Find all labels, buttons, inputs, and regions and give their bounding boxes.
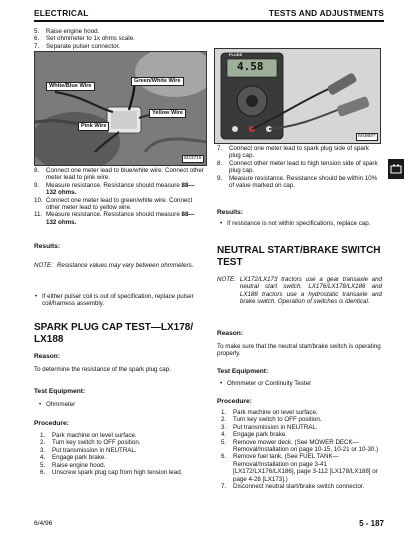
right-steps <box>217 145 382 189</box>
step-value: 88—132 ohms. <box>46 181 195 197</box>
step-number: 7. <box>34 42 40 50</box>
meter-brand: FLUKE <box>229 52 243 57</box>
header-rule <box>34 20 384 22</box>
step-number: 6. <box>40 469 46 477</box>
right-reason-label: Reason: <box>217 330 244 337</box>
step-text: Turn key switch to OFF position. <box>52 439 141 447</box>
bullet-text: • If either pulser coil is out of specification, replace pulser coil/harness assembly. <box>34 293 202 308</box>
step-number: 1. <box>221 409 227 416</box>
step-item <box>40 469 205 476</box>
step-text: Measure resistance. Resistance should be within 10% of value marked on cap. <box>229 174 378 190</box>
right-test-equipment-label: Test Equipment: <box>217 368 269 375</box>
footer-date: 6/4/96 <box>34 520 53 527</box>
left-steps-2 <box>34 167 204 226</box>
step-item <box>221 416 383 423</box>
right-equipment-list <box>219 380 379 387</box>
bullet-1 <box>34 293 202 308</box>
multimeter-photo <box>214 48 381 144</box>
test-equipment-label: Test Equipment: <box>34 388 86 395</box>
step-item <box>34 35 204 42</box>
step-text: Connect one meter lead to blue/white wire. Connect other meter lead to pink wire. <box>46 167 204 182</box>
step-number: 6. <box>221 453 227 461</box>
step-text: Connect one meter lead to green/white wire. Connect other meter lead to yellow wire. <box>46 196 193 212</box>
procedure-label: Procedure: <box>34 420 69 427</box>
step-text: Unscrew spark plug cap from high tension lead. <box>52 469 183 477</box>
right-procedure-list <box>221 409 383 490</box>
pulser-connector-photo <box>34 51 207 166</box>
right-procedure-label: Procedure: <box>217 398 252 405</box>
note-text: Resistance values may vary between ohmmeters. <box>56 262 194 269</box>
reason-label: Reason: <box>34 353 61 360</box>
right-reason-text: To make sure that the neutral start/brake switch is operating properly. <box>217 343 381 358</box>
callout-yellow-wire: Yellow Wire <box>149 109 186 118</box>
right-bullet-1 <box>219 220 381 227</box>
step-text: Engage park brake. <box>233 431 288 439</box>
step-text: Disconnect neutral start/brake switch connector. <box>233 483 365 491</box>
step-item <box>221 431 383 438</box>
step-text: Connect one meter lead to spark plug side of spark plug cap. <box>229 145 369 160</box>
step-item <box>34 211 204 226</box>
left-top-steps <box>34 28 204 50</box>
step-number: 5. <box>40 461 46 469</box>
step-number: 4. <box>221 431 227 439</box>
step-item <box>34 182 204 197</box>
step-text: Raise engine hood. <box>46 28 100 35</box>
step-text: Separate pulser connector. <box>46 42 120 50</box>
step-item <box>34 197 204 212</box>
step-text: Set ohmmeter to 1x ohms scale. <box>46 35 135 43</box>
step-item <box>40 462 205 469</box>
callout-green-white-wire: Green/White Wire <box>131 77 184 86</box>
step-number: 3. <box>40 446 46 454</box>
step-item <box>34 43 204 50</box>
right-results-label: Results: <box>217 209 244 216</box>
step-number: 8. <box>217 159 223 167</box>
section-title-spark-plug: SPARK PLUG CAP TEST—LX178/ LX188 <box>34 322 194 345</box>
figure-id: M49697 <box>356 133 378 141</box>
step-text: Remove mower deck. (See MOWER DECK—Removal/Installation on page 10-15, 10-21 or 10-30.) <box>233 438 379 454</box>
step-number: 5. <box>34 28 40 35</box>
step-item <box>217 160 382 175</box>
step-item <box>40 439 205 446</box>
step-text: Turn key switch to OFF position. <box>233 416 322 424</box>
step-number: 9. <box>34 181 40 189</box>
step-item <box>221 453 383 483</box>
step-number: 4. <box>40 454 46 462</box>
step-number: 6. <box>34 35 40 43</box>
step-item <box>217 175 382 190</box>
note-text: LX172/LX173 tractors use a gear transaxle and neutral start switch. LX176/LX178/LX186 and LX188 tractors use a hydrostatic transaxle and brake switch. Operation of switches is identical. <box>239 276 382 306</box>
meter-display: 4.58 <box>237 60 264 73</box>
reason-text: To determine the resistance of the spark plug cap. <box>34 366 171 373</box>
step-item <box>221 439 383 454</box>
note-prefix: NOTE: <box>34 262 53 269</box>
note-2 <box>217 276 382 306</box>
step-item <box>221 409 383 416</box>
figure-id: M43715 <box>182 155 204 163</box>
step-number: 7. <box>217 145 223 152</box>
section-title-neutral-start: NEUTRAL START/BRAKE SWITCH TEST <box>217 245 381 268</box>
equipment-item: • Ohmmeter <box>38 401 198 408</box>
step-number: 9. <box>217 174 223 182</box>
step-item <box>34 28 204 35</box>
note-prefix: NOTE: <box>217 276 236 283</box>
step-text: Put transmission in NEUTRAL. <box>233 423 318 431</box>
step-item <box>40 447 205 454</box>
step-text: Park machine on level surface. <box>233 409 318 416</box>
step-text: Raise engine hood. <box>52 461 106 469</box>
footer-page-number: 5 - 187 <box>359 519 384 528</box>
step-text: Connect other meter lead to high tension side of spark plug cap. <box>229 159 378 175</box>
right-equipment-item: • Ohmmeter or Continuity Tester <box>219 380 379 387</box>
procedure-list <box>40 432 205 476</box>
step-number: 11. <box>34 211 43 219</box>
step-item <box>40 454 205 461</box>
results-label: Results: <box>34 243 61 250</box>
step-number: 2. <box>40 439 46 447</box>
step-value: 88—132 ohms. <box>46 211 195 226</box>
step-number: 5. <box>221 438 227 446</box>
battery-icon <box>388 159 404 179</box>
section-tab <box>388 159 404 179</box>
step-number: 1. <box>40 432 46 439</box>
step-text: Remove fuel tank. (See FUEL TANK—Removal/Installation on page 3-41 [LX172/LX176/LX186], page 3-112 [LX178/LX188] or page 4-28 [LX173].) <box>233 453 378 483</box>
equipment-list <box>38 401 198 408</box>
step-item <box>40 432 205 439</box>
step-text: Put transmission in NEUTRAL. <box>52 446 137 454</box>
step-number: 2. <box>221 416 227 424</box>
header-right: TESTS AND ADJUSTMENTS <box>268 8 384 18</box>
step-text: Measure resistance. Resistance should measure <box>46 181 182 189</box>
step-number: 10. <box>34 196 43 204</box>
step-item <box>217 145 382 160</box>
right-bullet-text: • If resistance is not within specifications, replace cap. <box>219 220 381 227</box>
step-number: 3. <box>221 423 227 431</box>
step-number: 7. <box>221 483 227 491</box>
step-item <box>34 167 204 182</box>
callout-white-blue-wire: White/Blue Wire <box>46 82 95 91</box>
step-number: 8. <box>34 167 40 174</box>
note-1 <box>34 262 204 269</box>
step-text: Measure resistance. Resistance should measure <box>46 211 182 219</box>
step-text: Park machine on level surface. <box>52 432 137 439</box>
step-item <box>221 424 383 431</box>
callout-pink-wire: Pink Wire <box>78 122 109 131</box>
step-text: Engage park brake. <box>52 454 107 462</box>
step-item <box>221 483 383 490</box>
header-left: ELECTRICAL <box>34 8 89 18</box>
